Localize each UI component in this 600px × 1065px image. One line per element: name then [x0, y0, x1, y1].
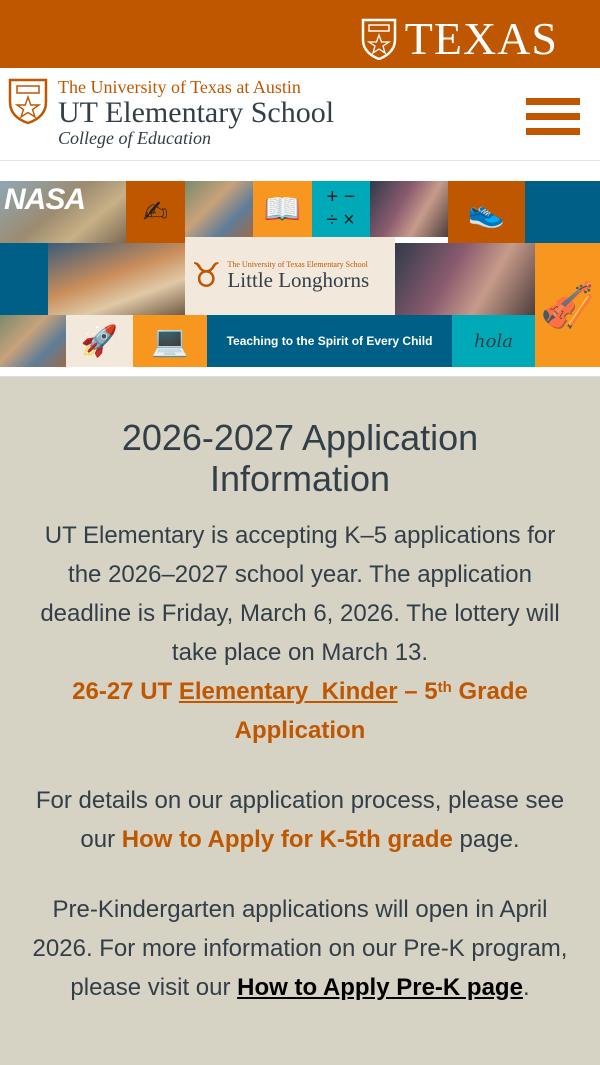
- app-link-suffix: Grade Application: [234, 677, 528, 744]
- hero-banner: [0, 181, 600, 367]
- longhorn-icon: ♉: [191, 257, 222, 295]
- photo-nasa-students: [0, 181, 126, 243]
- photo-library: [370, 181, 448, 237]
- nasa-logo: NASA: [4, 183, 86, 216]
- texas-word: TEXAS: [404, 13, 558, 64]
- details-paragraph: [30, 781, 570, 859]
- app-link-sup: th: [437, 678, 452, 696]
- shoe-tile: [448, 181, 525, 243]
- site-header: [0, 68, 600, 161]
- laptop-icon: 💻: [151, 324, 189, 358]
- logo-name-text: Little Longhorns: [227, 267, 370, 292]
- brand-block[interactable]: [58, 78, 334, 150]
- little-longhorns-logo: [185, 237, 395, 315]
- writing-hand-tile: [126, 181, 185, 243]
- app-link-underlined: Elementary Kinder: [178, 677, 398, 705]
- book-tile: [253, 181, 312, 237]
- intro-paragraph: UT Elementary is accepting K–5 applications for the 2026–2027 school year. The application deadline is Friday, March 6, 2026. The lottery will take place on March 13.: [40, 521, 560, 666]
- photo-students-path: [185, 181, 253, 237]
- violin-tile: [535, 243, 600, 367]
- details-text-before: For details on our application process, please see our: [35, 786, 565, 853]
- ut-shield-icon: [361, 18, 397, 60]
- blue-tile: [525, 181, 600, 243]
- open-book-icon: 📖: [263, 192, 302, 226]
- app-link-prefix: 26-27 UT: [72, 677, 179, 705]
- page-title: 2026-2027 Application Information: [121, 417, 479, 500]
- top-bar: [0, 0, 600, 68]
- math-tile: [312, 181, 370, 237]
- rocket-tile: [66, 315, 133, 367]
- texas-wordmark[interactable]: [361, 13, 558, 64]
- prek-paragraph: [30, 890, 570, 1007]
- app-link-middle: – 5: [397, 677, 438, 705]
- writing-hand-icon: ✍: [142, 195, 169, 229]
- photo-group-students: [48, 243, 185, 315]
- blue-tile-left: [0, 243, 48, 315]
- application-link[interactable]: [30, 672, 570, 750]
- spacer: [30, 750, 570, 781]
- college-name: College of Education: [58, 128, 211, 149]
- photo-violin-class: [395, 243, 535, 315]
- menu-hamburger-icon[interactable]: [526, 98, 580, 138]
- spacer: [0, 161, 600, 181]
- rocket-icon: 🚀: [80, 324, 119, 358]
- laptop-tile: [133, 315, 207, 367]
- hola-text: hola: [474, 330, 513, 352]
- math-symbols-icon: + − ÷ ×: [326, 186, 356, 231]
- violin-icon: 🎻: [540, 281, 595, 330]
- banner-divider: [0, 367, 600, 377]
- university-name: The University of Texas at Austin: [58, 77, 301, 97]
- tagline-banner: Teaching to the Spirit of Every Child: [207, 315, 452, 367]
- prek-text-before: Pre-Kindergarten applications will open in April 2026. For more information on our Pre-K program, please visit our: [32, 895, 568, 1001]
- hola-tile: [452, 315, 535, 367]
- ut-seal-icon[interactable]: [8, 78, 48, 125]
- spacer: [30, 859, 570, 890]
- sneaker-icon: 👟: [467, 195, 506, 229]
- prek-text-after: .: [522, 973, 530, 1001]
- details-text-after: page.: [452, 825, 520, 853]
- how-to-apply-k5-link[interactable]: How to Apply for K-5th grade: [121, 825, 453, 853]
- logo-school-text: The University of Texas Elementary School: [227, 260, 368, 270]
- photo-playground: [0, 315, 66, 367]
- school-name: UT Elementary School: [58, 95, 335, 129]
- how-to-apply-prek-link[interactable]: How to Apply Pre-K page: [237, 973, 523, 1001]
- main-content: [0, 377, 600, 1007]
